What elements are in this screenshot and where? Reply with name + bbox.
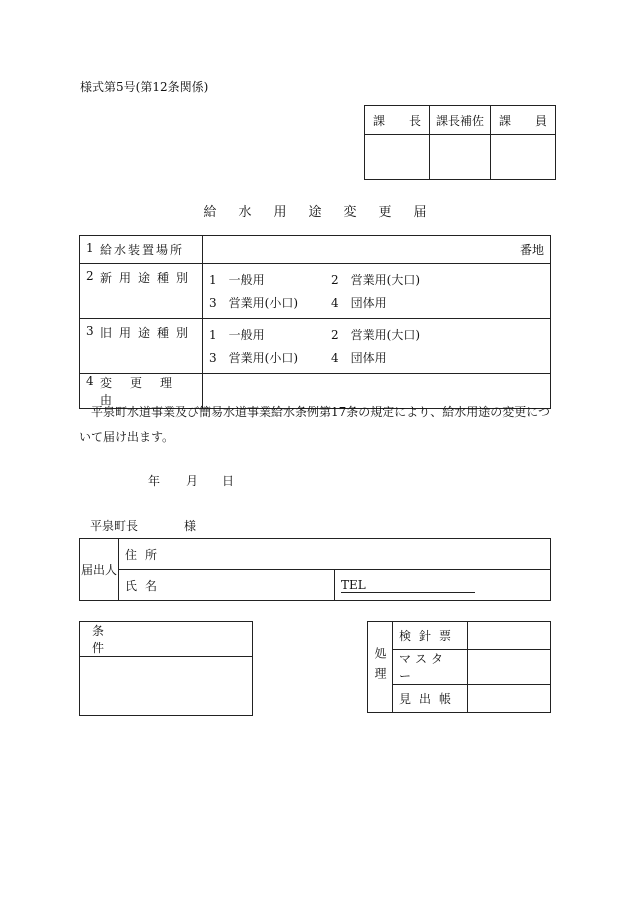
tel-label: TEL bbox=[341, 578, 475, 593]
new-use-options bbox=[203, 264, 551, 319]
conditions-field[interactable] bbox=[80, 657, 253, 716]
approval-header-staff-label: 課 員 bbox=[499, 113, 548, 128]
conditions-header bbox=[80, 622, 253, 657]
processing-item-index bbox=[393, 685, 468, 713]
index-label: 見出帳 bbox=[399, 692, 460, 706]
processing-item-master bbox=[393, 650, 468, 685]
approval-header-deputy-label: 課長補佐 bbox=[436, 113, 485, 128]
form-title: 給水用途変更届 bbox=[203, 205, 449, 220]
statement-text: 平泉町水道事業及び簡易水道事業給水条例第17条の規定により、給水用途の変更について届け出ます。 bbox=[79, 405, 551, 444]
address-label: 住所 bbox=[125, 547, 166, 562]
approval-header-deputy bbox=[430, 106, 491, 135]
addressee-line bbox=[90, 517, 196, 534]
banchi-suffix: 番地 bbox=[519, 243, 544, 257]
reason-num: 4 bbox=[86, 374, 94, 388]
date-day-label: 日 bbox=[222, 474, 235, 488]
new-use-option-group[interactable]: 4 団体用 bbox=[331, 296, 387, 310]
old-use-num: 3 bbox=[86, 324, 94, 338]
new-use-option-general[interactable]: 1 一般用 bbox=[209, 273, 265, 287]
location-field[interactable] bbox=[203, 236, 551, 264]
old-use-options bbox=[203, 319, 551, 374]
old-use-option-general[interactable]: 1 一般用 bbox=[209, 328, 265, 342]
name-label: 氏名 bbox=[125, 578, 166, 593]
addressee-honorific: 様 bbox=[184, 519, 197, 533]
address-field[interactable] bbox=[119, 539, 551, 570]
form-number: 様式第5号(第12条関係) bbox=[80, 80, 209, 94]
processing-field-index[interactable] bbox=[468, 685, 551, 713]
old-use-option-business-large[interactable]: 2 営業用(大口) bbox=[331, 328, 420, 342]
approval-stamp-boxes bbox=[364, 105, 556, 180]
date-month-label: 月 bbox=[186, 474, 199, 488]
tel-field[interactable] bbox=[335, 570, 551, 601]
approval-header-chief bbox=[365, 106, 430, 135]
applicant-side-label: 届出人 bbox=[80, 539, 119, 601]
new-use-num: 2 bbox=[86, 269, 94, 283]
applicant-table bbox=[79, 538, 551, 601]
processing-box bbox=[367, 621, 551, 713]
reason-label: 変更理由 bbox=[100, 376, 191, 407]
new-use-label-cell bbox=[80, 264, 203, 319]
processing-side-text: 処理 bbox=[373, 647, 387, 687]
date-year-label: 年 bbox=[148, 474, 161, 488]
date-line bbox=[148, 472, 234, 489]
new-use-label: 新用途種別 bbox=[100, 271, 196, 285]
name-field[interactable] bbox=[119, 570, 335, 601]
old-use-label-cell bbox=[80, 319, 203, 374]
conditions-box bbox=[79, 621, 253, 716]
approval-header-chief-label: 課 長 bbox=[373, 113, 422, 128]
addressee-name: 平泉町長 bbox=[90, 519, 139, 533]
location-num: 1 bbox=[86, 241, 94, 255]
meter-slip-label: 検針票 bbox=[399, 629, 460, 643]
new-use-option-business-small[interactable]: 3 営業用(小口) bbox=[209, 296, 298, 310]
processing-field-master[interactable] bbox=[468, 650, 551, 685]
approval-stamp-staff[interactable] bbox=[491, 135, 556, 180]
approval-stamp-chief[interactable] bbox=[365, 135, 430, 180]
old-use-label: 旧用途種別 bbox=[100, 326, 196, 340]
application-table bbox=[79, 235, 551, 409]
approval-header-staff bbox=[491, 106, 556, 135]
location-label: 給水装置場所 bbox=[100, 243, 185, 257]
conditions-label: 条件 bbox=[92, 624, 225, 655]
old-use-option-business-small[interactable]: 3 営業用(小口) bbox=[209, 351, 298, 365]
old-use-option-group[interactable]: 4 団体用 bbox=[331, 351, 387, 365]
master-label: マスター bbox=[399, 652, 448, 683]
processing-side-label bbox=[368, 622, 393, 713]
processing-item-meter-slip bbox=[393, 622, 468, 650]
new-use-option-business-large[interactable]: 2 営業用(大口) bbox=[331, 273, 420, 287]
approval-stamp-deputy[interactable] bbox=[430, 135, 491, 180]
processing-field-meter-slip[interactable] bbox=[468, 622, 551, 650]
location-label-cell bbox=[80, 236, 203, 264]
